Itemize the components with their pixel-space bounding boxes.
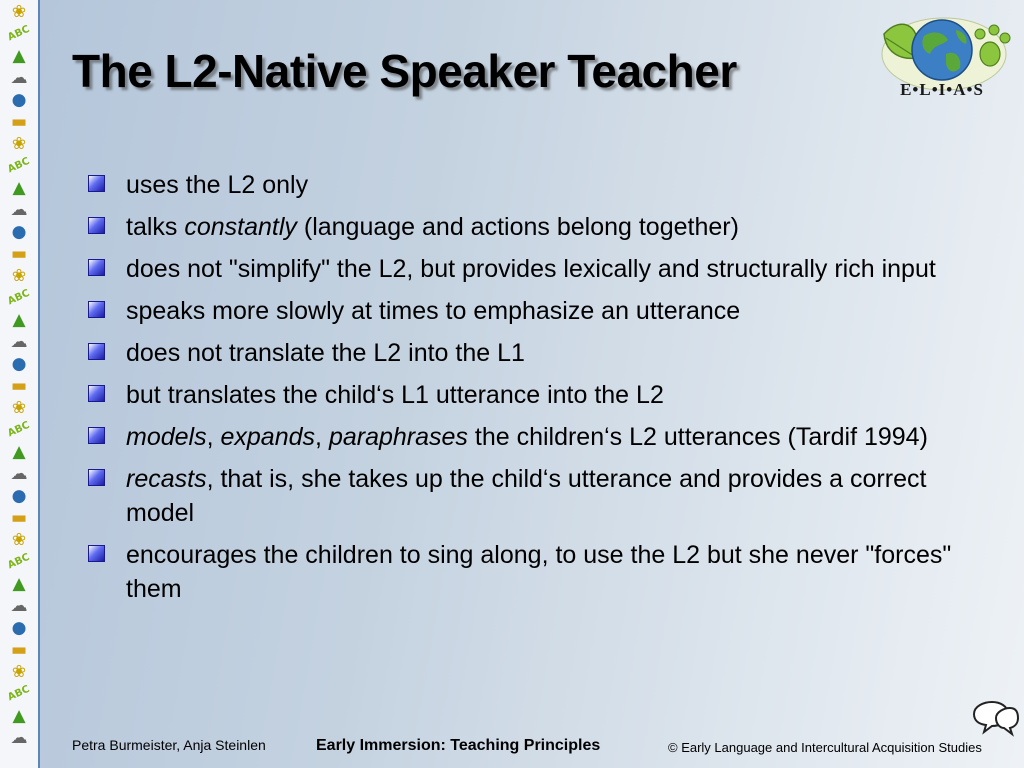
- bullet-text: paraphrases: [328, 423, 468, 451]
- abc-icon: ABC: [6, 419, 32, 440]
- bullet-text: ,: [315, 423, 329, 451]
- paw-icon: ❀: [11, 2, 27, 22]
- chat-icon: ☁: [10, 596, 28, 616]
- bullet-text: (language and actions belong together): [296, 213, 739, 241]
- chat-icon: ☁: [10, 200, 28, 220]
- paw-icon: ❀: [11, 398, 27, 418]
- bullet-text: constantly: [184, 213, 297, 241]
- square-bullet-icon: [88, 175, 105, 192]
- paw-icon: ❀: [11, 266, 27, 286]
- paw-icon: ❀: [11, 134, 27, 154]
- square-bullet-icon: [88, 343, 105, 360]
- square-bullet-icon: [88, 301, 105, 318]
- footer-copyright: © Early Language and Intercultural Acquisition Studies: [668, 740, 982, 755]
- bullet-text: expands: [220, 423, 316, 451]
- globe-icon: ●: [11, 90, 27, 110]
- chat-icon: ☁: [10, 464, 28, 484]
- speech-bubbles-icon: [970, 700, 1020, 740]
- africa-icon: ▲: [12, 310, 26, 330]
- ruler-icon: ▬: [10, 508, 28, 528]
- bullet-list: [88, 168, 968, 614]
- bullet-text: recasts: [126, 465, 207, 493]
- square-bullet-icon: [88, 385, 105, 402]
- square-bullet-icon: [88, 427, 105, 444]
- footer-author: Petra Burmeister, Anja Steinlen: [72, 737, 266, 753]
- bullet-item: [88, 378, 968, 412]
- abc-icon: ABC: [6, 23, 32, 44]
- ruler-icon: ▬: [10, 112, 28, 132]
- globe-icon: ●: [11, 354, 27, 374]
- logo-label: E•L•I•A•S: [900, 80, 984, 99]
- footer-course-title: Early Immersion: Teaching Principles: [316, 737, 601, 754]
- slide-title: The L2-Native Speaker Teacher: [72, 45, 737, 97]
- globe-icon: ●: [11, 486, 27, 506]
- square-bullet-icon: [88, 469, 105, 486]
- bullet-item: [88, 168, 968, 202]
- ruler-icon: ▬: [10, 244, 28, 264]
- bullet-text: models: [126, 423, 207, 451]
- bullet-item: [88, 336, 968, 370]
- africa-icon: ▲: [12, 706, 26, 726]
- paw-icon: ❀: [11, 530, 27, 550]
- bullet-text: uses the L2 only: [126, 171, 309, 199]
- globe-icon: ●: [11, 222, 27, 242]
- bullet-text: the children‘s L2 utterances (Tardif 1994): [467, 423, 928, 451]
- chat-icon: ☁: [10, 728, 28, 748]
- decorative-side-strip: [0, 0, 40, 768]
- bullet-text: speaks more slowly at times to emphasize an utterance: [126, 297, 741, 325]
- globe-icon: ●: [11, 618, 27, 638]
- bullet-text: but translates the child‘s L1 utterance into the L2: [126, 381, 664, 409]
- bullet-item: [88, 538, 968, 606]
- africa-icon: ▲: [12, 574, 26, 594]
- ruler-icon: ▬: [10, 640, 28, 660]
- abc-icon: ABC: [6, 683, 32, 704]
- bullet-item: [88, 252, 968, 286]
- bullet-item: [88, 420, 968, 454]
- bullet-text: ,: [206, 423, 221, 451]
- abc-icon: ABC: [6, 155, 32, 176]
- bullet-item: [88, 462, 968, 530]
- africa-icon: ▲: [12, 442, 26, 462]
- abc-icon: ABC: [6, 551, 32, 572]
- bullet-text: does not "simplify" the L2, but provides lexically and structurally rich input: [126, 255, 936, 283]
- bullet-text: talks: [126, 213, 185, 241]
- square-bullet-icon: [88, 545, 105, 562]
- africa-icon: ▲: [12, 46, 26, 66]
- bullet-item: [88, 210, 968, 244]
- paw-icon: ❀: [11, 662, 27, 682]
- bullet-text: , that is, she takes up the child‘s utterance and provides a correct model: [126, 465, 927, 527]
- africa-icon: ▲: [12, 178, 26, 198]
- bullet-text: encourages the children to sing along, to use the L2 but she never "forces" them: [126, 541, 952, 603]
- bullet-text: does not translate the L2 into the L1: [126, 339, 525, 367]
- chat-icon: ☁: [10, 332, 28, 352]
- square-bullet-icon: [88, 259, 105, 276]
- ruler-icon: ▬: [10, 376, 28, 396]
- square-bullet-icon: [88, 217, 105, 234]
- chat-icon: ☁: [10, 68, 28, 88]
- abc-icon: ABC: [6, 287, 32, 308]
- bullet-item: [88, 294, 968, 328]
